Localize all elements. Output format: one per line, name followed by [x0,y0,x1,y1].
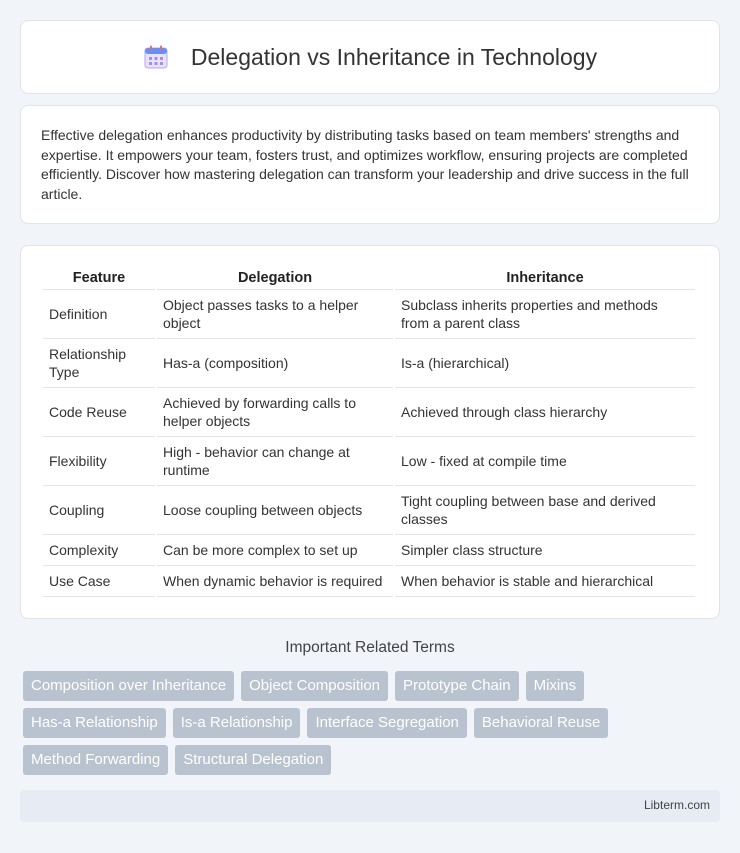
header-delegation: Delegation [157,266,393,290]
table-cell: Complexity [43,535,155,566]
related-terms-title: Important Related Terms [285,639,455,656]
table-cell: Coupling [43,486,155,535]
table-cell: Definition [43,290,155,339]
table-row [43,339,695,388]
table-cell: Flexibility [43,437,155,486]
term-tag[interactable]: Composition over Inheritance [23,671,234,701]
header-inheritance: Inheritance [395,266,695,290]
table-cell: When behavior is stable and hierarchical [395,566,695,597]
term-tag[interactable]: Behavioral Reuse [474,708,608,738]
calendar-icon [143,44,169,70]
table-row [43,290,695,339]
intro-card [20,105,720,224]
table-cell: High - behavior can change at runtime [157,437,393,486]
term-tag[interactable]: Prototype Chain [395,671,519,701]
table-cell: Relationship Type [43,339,155,388]
table-cell: Can be more complex to set up [157,535,393,566]
table-cell: Subclass inherits properties and methods from a parent class [395,290,695,339]
table-row [43,535,695,566]
table-cell: Is-a (hierarchical) [395,339,695,388]
table-cell: Loose coupling between objects [157,486,393,535]
table-row [43,566,695,597]
table-row [43,388,695,437]
table-cell: When dynamic behavior is required [157,566,393,597]
term-tag[interactable]: Method Forwarding [23,745,168,775]
table-cell: Achieved by forwarding calls to helper objects [157,388,393,437]
term-tag[interactable]: Structural Delegation [175,745,331,775]
table-cell: Simpler class structure [395,535,695,566]
table-cell: Object passes tasks to a helper object [157,290,393,339]
table-row [43,486,695,535]
table-cell: Low - fixed at compile time [395,437,695,486]
table-header-row [43,266,695,290]
term-tag[interactable]: Mixins [526,671,585,701]
table-row [43,437,695,486]
related-terms-list [23,671,723,775]
footer-site-link[interactable]: Libterm.com [643,798,710,812]
page-title: Delegation vs Inheritance in Technology [190,43,598,70]
term-tag[interactable]: Interface Segregation [307,708,466,738]
table-cell: Code Reuse [43,388,155,437]
comparison-table [41,266,697,597]
comparison-card [20,245,720,619]
term-tag[interactable]: Has-a Relationship [23,708,166,738]
term-tag[interactable]: Is-a Relationship [173,708,301,738]
term-tag[interactable]: Object Composition [241,671,388,701]
footer [20,790,720,822]
intro-text: Effective delegation enhances productivity by distributing tasks based on team members' strengths and expertise. It empowers your team, fosters trust, and optimizes workflow, ensuring projects are completed efficiently. Discover how mastering delegation can transform your leadership and drive success in the full article. [41,127,689,202]
header-card [20,20,720,94]
table-cell: Tight coupling between base and derived classes [395,486,695,535]
table-cell: Use Case [43,566,155,597]
table-cell: Achieved through class hierarchy [395,388,695,437]
header-feature: Feature [43,266,155,290]
table-cell: Has-a (composition) [157,339,393,388]
